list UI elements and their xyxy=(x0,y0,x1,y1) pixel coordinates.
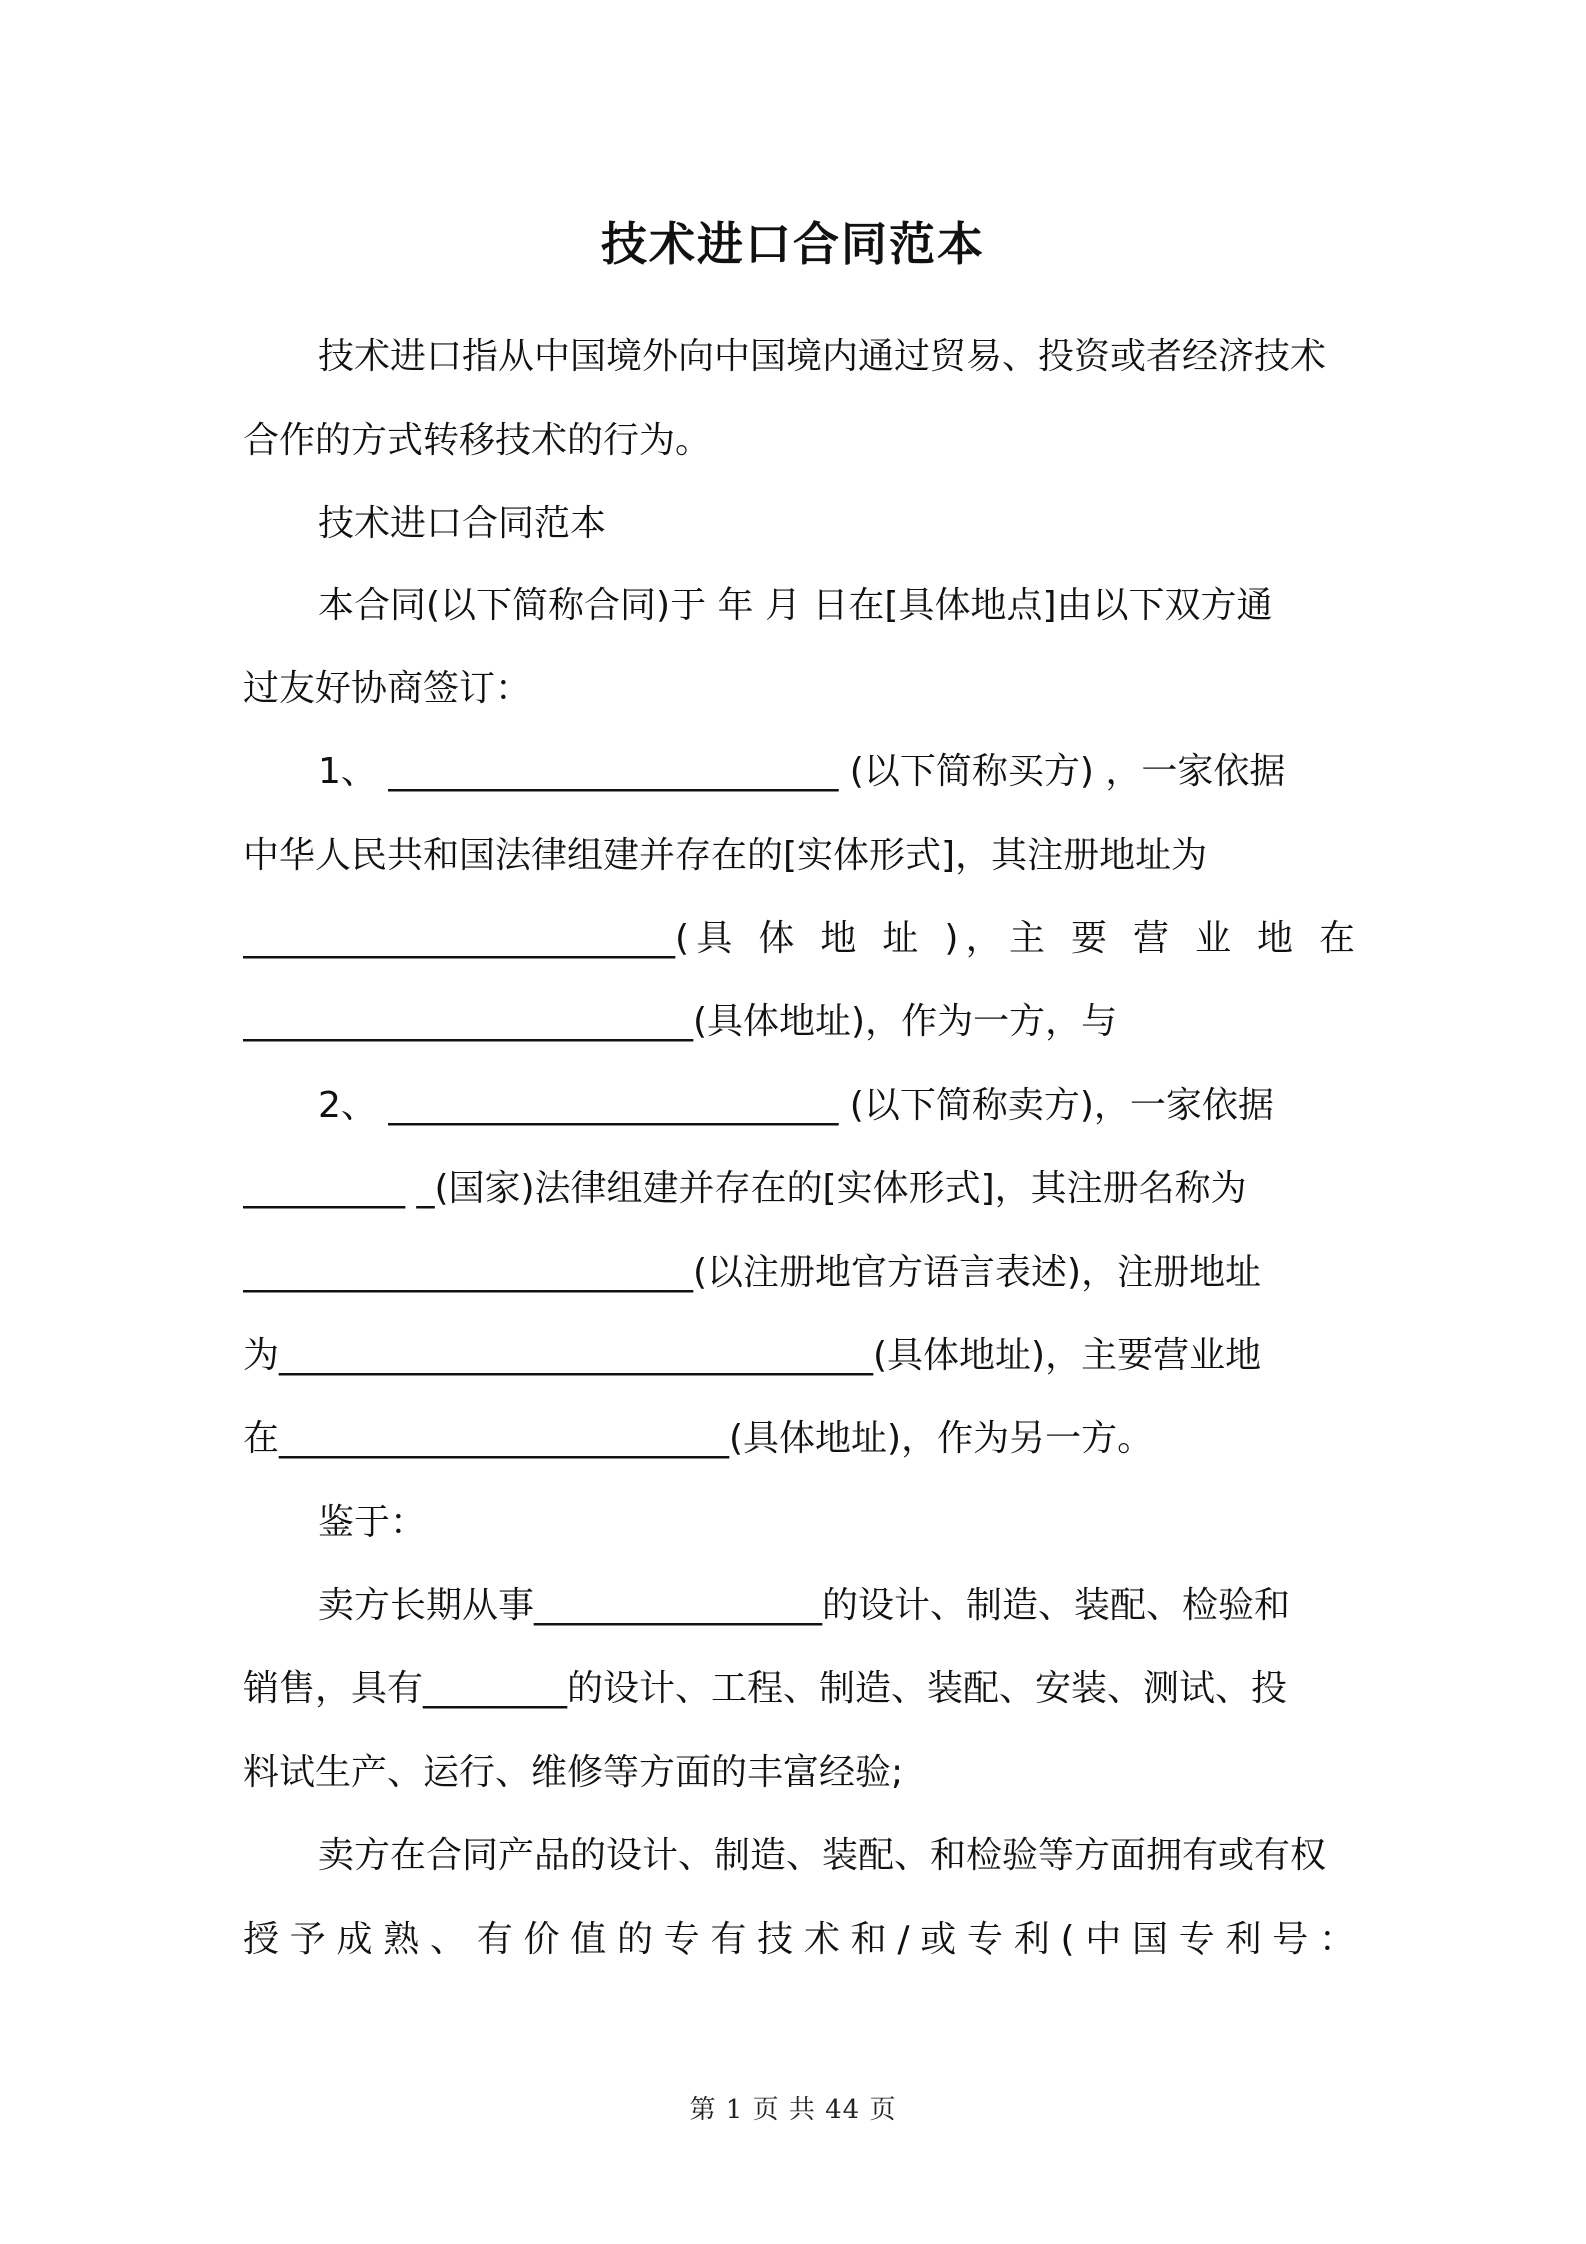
party-buyer-line: _________________________(具体地址)，作为一方，与 xyxy=(243,1001,1118,1042)
paragraph-line: 技术进口指从中国境外向中国境内通过贸易、投资或者经济技术 xyxy=(318,336,1327,377)
party-seller-line: _________________________(以注册地官方语言表述)，注册地址 xyxy=(243,1252,1262,1293)
paragraph-line: 销售，具有________的设计、工程、制造、装配、安装、测试、投 xyxy=(243,1668,1288,1709)
party-buyer-line: 1、 _________________________ (以下简称买方) ，一家依据 xyxy=(318,751,1286,792)
party-buyer-line: 中华人民共和国法律组建并存在的[实体形式]，其注册地址为 xyxy=(243,835,1208,876)
whereas-heading: 鉴于： xyxy=(318,1502,427,1543)
party-seller-line: _________ _(国家)法律组建并存在的[实体形式]，其注册名称为 xyxy=(243,1168,1247,1209)
section-heading: 技术进口合同范本 xyxy=(318,503,607,544)
paragraph-line: 合作的方式转移技术的行为。 xyxy=(243,420,712,461)
paragraph-line: 卖方在合同产品的设计、制造、装配、和检验等方面拥有或有权 xyxy=(318,1835,1327,1876)
party-seller-line: 在_________________________(具体地址)，作为另一方。 xyxy=(243,1418,1154,1459)
party-buyer-line: ________________________(具 体 地 址 )，主 要 营 业 地 在 xyxy=(243,918,1355,959)
party-seller-line: 为_________________________________(具体地址)，主要营业地 xyxy=(243,1335,1262,1376)
document-title: 技术进口合同范本 xyxy=(601,217,985,271)
paragraph-line: 料试生产、运行、维修等方面的丰富经验; xyxy=(243,1752,904,1793)
paragraph-line: 过友好协商签订： xyxy=(243,668,532,709)
paragraph-line: 卖方长期从事________________的设计、制造、装配、检验和 xyxy=(318,1585,1291,1626)
party-seller-line: 2、 _________________________ (以下简称卖方)，一家依据 xyxy=(318,1085,1274,1126)
page-number-footer: 第 1 页 共 44 页 xyxy=(689,2095,897,2125)
paragraph-line: 本合同(以下简称合同)于 年 月 日在[具体地点]由以下双方通 xyxy=(318,585,1273,626)
paragraph-line: 授予成熟、有价值的专有技术和/或专利(中国专利号： xyxy=(243,1919,1355,1960)
